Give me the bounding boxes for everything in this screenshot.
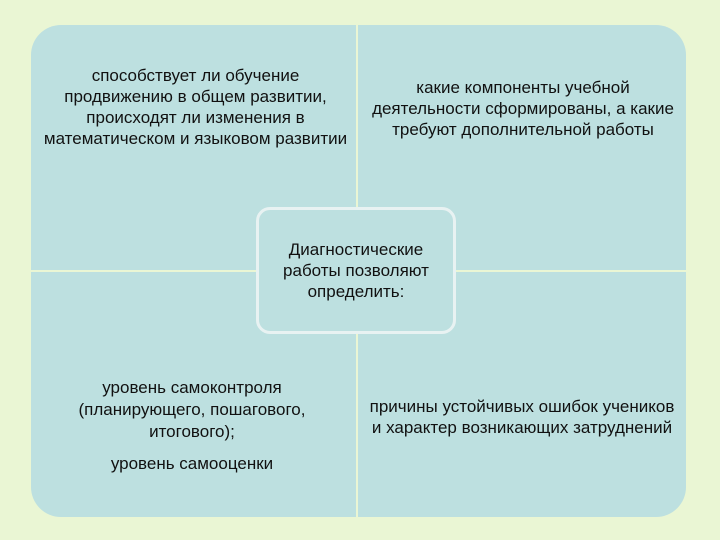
center-box [256, 207, 456, 334]
center-box-text: Диагностические работы позволяют определить: [283, 240, 429, 301]
quadrant-bottom-right-text: причины устойчивых ошибок учеников и характер возникающих затруднений [369, 397, 675, 437]
self-assessment-level-text: уровень самооценки [110, 454, 274, 473]
self-control-level-text: уровень самоконтроля (планирующего, пошагового, итогового); [78, 378, 306, 441]
quadrant-top-right-text: какие компоненты учебной деятельности сформированы, а какие требуют дополнительной работы [372, 78, 674, 139]
quadrant-bottom-left-text [37, 377, 347, 475]
quadrant-top-left-text: способствует ли обучение продвижению в общем развитии, происходят ли изменения в математическом и языковом развитии [43, 66, 348, 148]
